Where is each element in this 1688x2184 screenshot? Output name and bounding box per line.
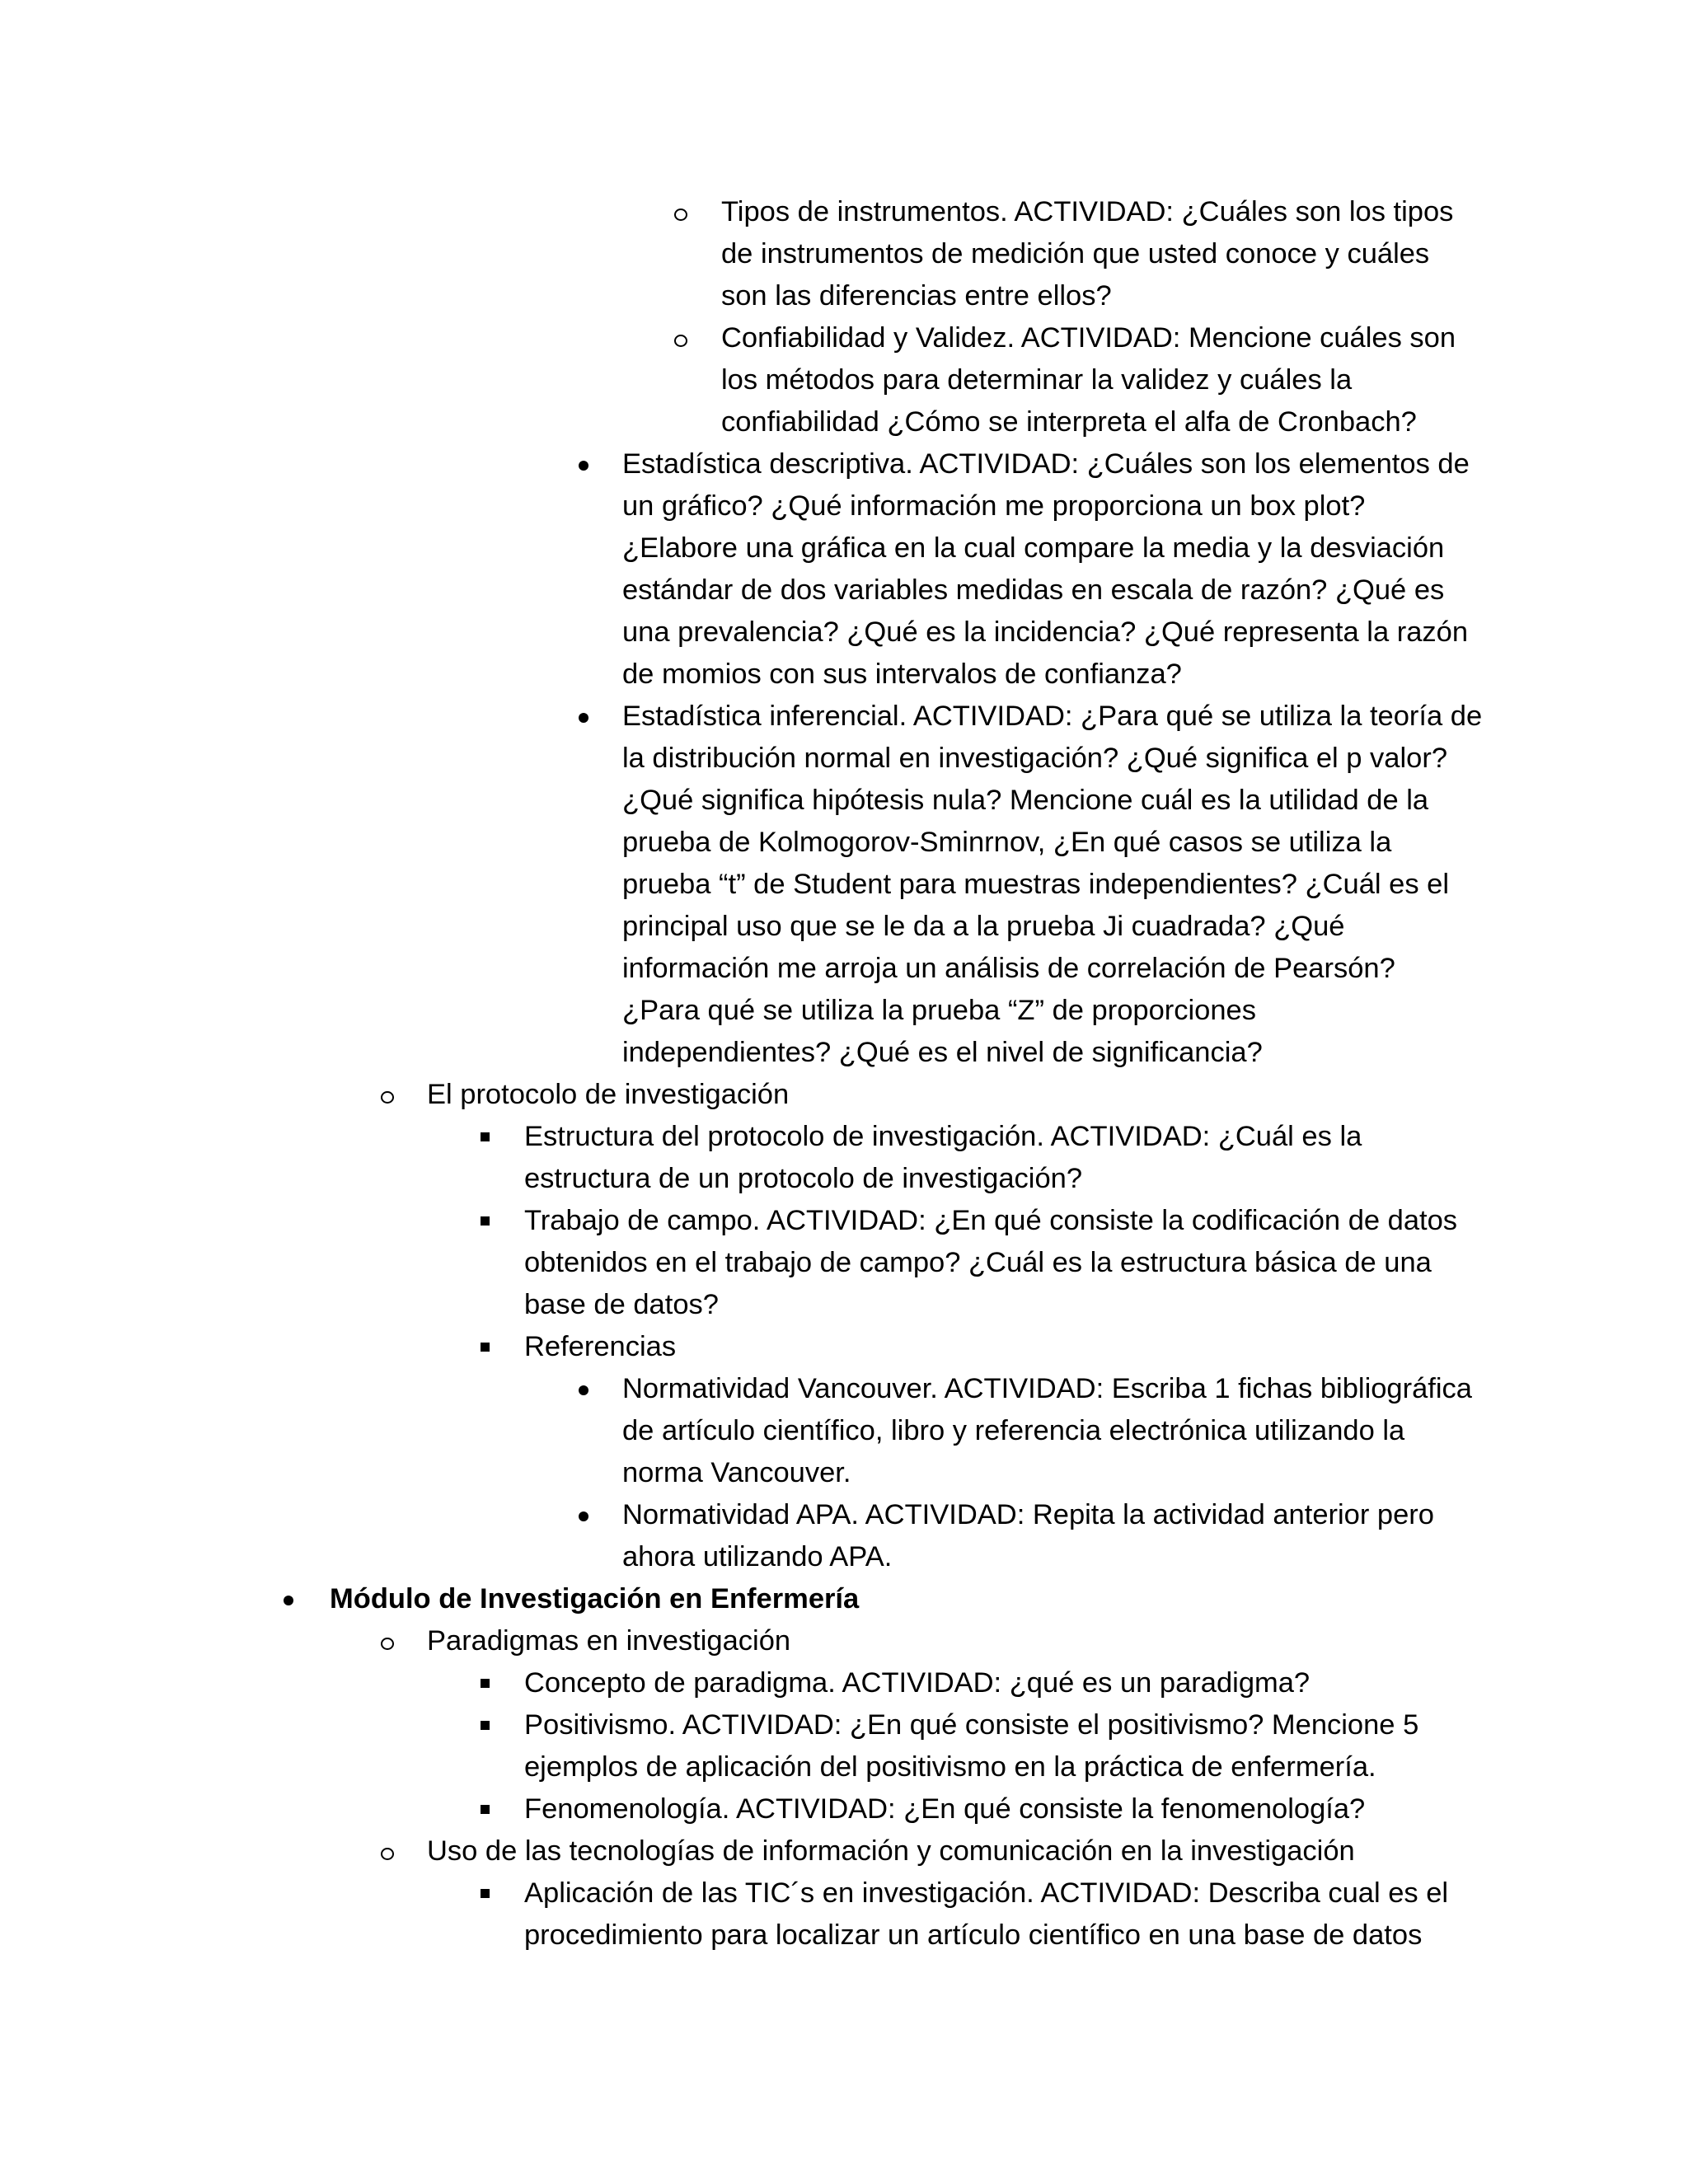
list-item-line: Estadística inferencial. ACTIVIDAD: ¿Para qué se utiliza la teoría de — [622, 701, 1483, 732]
circle-bullet-icon — [379, 1074, 396, 1116]
list-item-line: Aplicación de las TIC´s en investigación. ACTIVIDAD: Describa cual es el — [524, 1877, 1449, 1909]
square-bullet-icon — [476, 1872, 493, 1915]
list-item-line: Fenomenología. ACTIVIDAD: ¿En qué consiste la fenomenología? — [524, 1793, 1366, 1825]
list-item-line: una prevalencia? ¿Qué es la incidencia? ¿Qué representa la razón — [622, 616, 1469, 648]
list-item-line: Paradigmas en investigación — [427, 1625, 791, 1657]
list-item-line: de momios con sus intervalos de confianza? — [622, 658, 1182, 690]
list-item-line: norma Vancouver. — [622, 1457, 851, 1488]
square-bullet-icon — [476, 1200, 493, 1242]
list-item-line: obtenidos en el trabajo de campo? ¿Cuál es la estructura básica de una — [524, 1247, 1432, 1278]
list-item-line: ejemplos de aplicación del positivismo en la práctica de enfermería. — [524, 1751, 1376, 1783]
square-bullet-icon — [476, 1662, 493, 1704]
square-bullet-icon — [476, 1116, 493, 1158]
list-item-line: Estructura del protocolo de investigación. ACTIVIDAD: ¿Cuál es la — [524, 1121, 1362, 1152]
list-item-line: procedimiento para localizar un artículo científico en una base de datos — [524, 1919, 1423, 1951]
list-item-line: los métodos para determinar la validez y cuáles la — [721, 364, 1353, 396]
list-item-line: de instrumentos de medición que usted conoce y cuáles — [721, 238, 1430, 269]
list-item-line: Tipos de instrumentos. ACTIVIDAD: ¿Cuáles son los tipos — [721, 196, 1454, 227]
square-bullet-icon — [476, 1326, 493, 1368]
disc-bullet-icon — [575, 1368, 592, 1410]
list-item-line: estructura de un protocolo de investigación? — [524, 1163, 1083, 1194]
list-item-line: información me arroja un análisis de correlación de Pearsón? — [622, 953, 1395, 984]
square-bullet-icon — [476, 1704, 493, 1746]
list-item-line: estándar de dos variables medidas en escala de razón? ¿Qué es — [622, 574, 1445, 606]
circle-bullet-icon — [673, 317, 689, 359]
circle-bullet-icon — [673, 191, 689, 233]
list-item-line: Positivismo. ACTIVIDAD: ¿En qué consiste el positivismo? Mencione 5 — [524, 1709, 1419, 1741]
square-bullet-icon — [476, 1788, 493, 1830]
section-heading: Módulo de Investigación en Enfermería — [330, 1583, 860, 1615]
disc-bullet-icon — [575, 1494, 592, 1536]
list-item-line: ¿Para qué se utiliza la prueba “Z” de proporciones — [622, 995, 1256, 1026]
list-item-line: Trabajo de campo. ACTIVIDAD: ¿En qué consiste la codificación de datos — [524, 1205, 1458, 1236]
list-item-line: Referencias — [524, 1331, 677, 1362]
list-item-line: independientes? ¿Qué es el nivel de significancia? — [622, 1037, 1263, 1068]
list-item-line: un gráfico? ¿Qué información me proporciona un box plot? — [622, 490, 1366, 522]
list-item-line: de artículo científico, libro y referencia electrónica utilizando la — [622, 1415, 1405, 1446]
list-item-line: El protocolo de investigación — [427, 1079, 790, 1110]
list-item-line: la distribución normal en investigación? ¿Qué significa el p valor? — [622, 743, 1448, 774]
disc-bullet-icon — [280, 1578, 297, 1620]
list-item-line: Normatividad APA. ACTIVIDAD: Repita la actividad anterior pero — [622, 1499, 1434, 1530]
list-item-line: ¿Qué significa hipótesis nula? Mencione cuál es la utilidad de la — [622, 785, 1429, 816]
disc-bullet-icon — [575, 696, 592, 738]
list-item-line: son las diferencias entre ellos? — [721, 280, 1112, 312]
list-item-line: Normatividad Vancouver. ACTIVIDAD: Escriba 1 fichas bibliográfica — [622, 1373, 1472, 1404]
list-item-line: prueba de Kolmogorov-Sminrnov, ¿En qué casos se utiliza la — [622, 827, 1392, 858]
list-item-line: ahora utilizando APA. — [622, 1541, 893, 1572]
list-item-line: principal uso que se le da a la prueba Ji cuadrada? ¿Qué — [622, 911, 1345, 942]
list-item-line: Uso de las tecnologías de información y comunicación en la investigación — [427, 1835, 1355, 1867]
circle-bullet-icon — [379, 1620, 396, 1662]
list-item-line: Estadística descriptiva. ACTIVIDAD: ¿Cuáles son los elementos de — [622, 448, 1470, 480]
list-item-line: Confiabilidad y Validez. ACTIVIDAD: Mencione cuáles son — [721, 322, 1456, 354]
list-item-line: base de datos? — [524, 1289, 719, 1320]
list-item-line: confiabilidad ¿Cómo se interpreta el alfa de Cronbach? — [721, 406, 1417, 438]
list-item-line: Concepto de paradigma. ACTIVIDAD: ¿qué es un paradigma? — [524, 1667, 1311, 1699]
list-item-line: prueba “t” de Student para muestras independientes? ¿Cuál es el — [622, 869, 1450, 900]
list-item-line: ¿Elabore una gráfica en la cual compare la media y la desviación — [622, 532, 1445, 564]
disc-bullet-icon — [575, 443, 592, 485]
circle-bullet-icon — [379, 1830, 396, 1872]
